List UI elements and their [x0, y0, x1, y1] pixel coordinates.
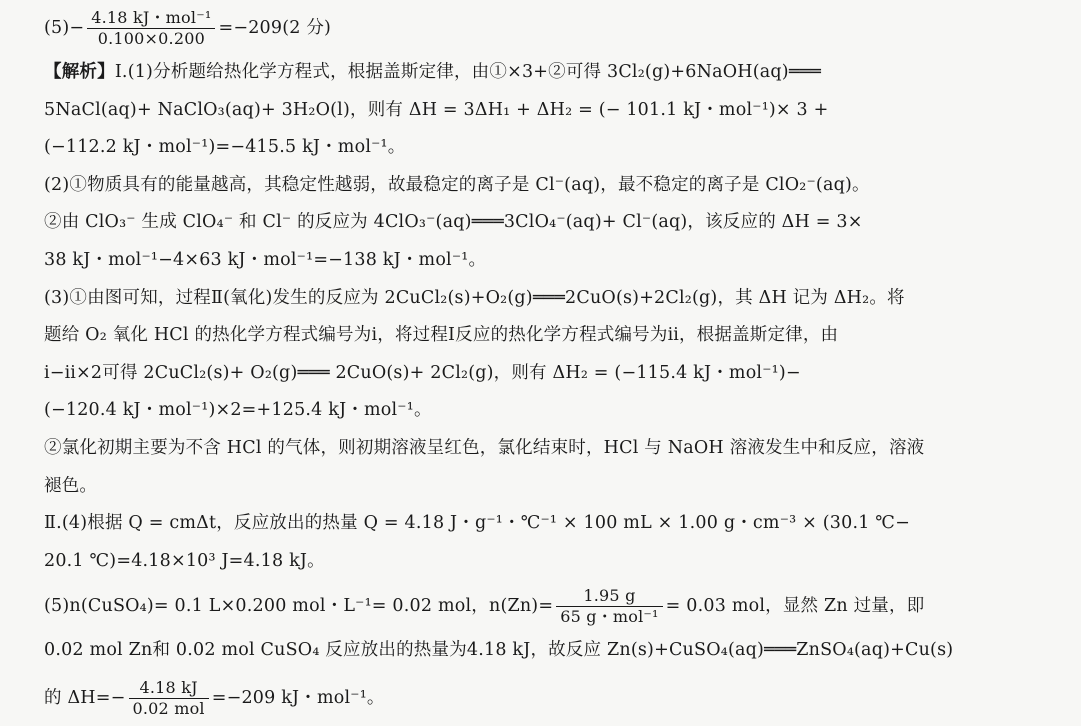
text-segment: 的 ΔH=− [44, 687, 126, 708]
line-paragraph: ②氯化初期主要为不含 HCl 的气体，则初期溶液呈红色，氯化结束时，HCl 与 NaOH 溶液发生中和反应，溶液 [44, 437, 925, 458]
line-paragraph: 38 kJ・mol⁻¹−4×63 kJ・mol⁻¹=−138 kJ・mol⁻¹。 [44, 249, 487, 270]
fraction [556, 587, 662, 627]
line-paragraph: (2)①物质具有的能量越高，其稳定性越弱，故最稳定的离子是 Cl⁻(aq)，最不稳定的离子是 ClO₂⁻(aq)。 [44, 174, 870, 195]
fraction [87, 9, 215, 49]
text-segment: (5)− [44, 18, 85, 38]
line-paragraph: ⅰ−ⅱ×2可得 2CuCl₂(s)+ O₂(g)═══ 2CuO(s)+ 2Cl₂(g)，则有 ΔH₂ = (−115.4 kJ・mol⁻¹)− [44, 362, 801, 383]
fraction [129, 679, 209, 719]
fraction-denominator: 0.02 mol [132, 698, 205, 718]
line-paragraph: (−112.2 kJ・mol⁻¹)=−415.5 kJ・mol⁻¹。 [44, 137, 406, 158]
line-paragraph: 5NaCl(aq)+ NaClO₃(aq)+ 3H₂O(l)，则有 ΔH = 3ΔH₁ + ΔH₂ = (− 101.1 kJ・mol⁻¹)× 3 + [44, 99, 829, 120]
fraction-numerator: 4.18 kJ・mol⁻¹ [87, 9, 215, 29]
line-paragraph: ②由 ClO₃⁻ 生成 ClO₄⁻ 和 Cl⁻ 的反应为 4ClO₃⁻(aq)═══3ClO₄⁻(aq)+ Cl⁻(aq)，该反应的 ΔH = 3× [44, 212, 863, 233]
line-paragraph: 0.02 mol Zn和 0.02 mol CuSO₄ 反应放出的热量为4.18 kJ，故反应 Zn(s)+CuSO₄(aq)═══ZnSO₄(aq)+Cu(s) [44, 640, 954, 661]
line-paragraph: (3)①由图可知，过程Ⅱ(氧化)发生的反应为 2CuCl₂(s)+O₂(g)═══2CuO(s)+2Cl₂(g)，其 ΔH 记为 ΔH₂。将 [44, 287, 905, 308]
fraction-denominator: 65 g・mol⁻¹ [560, 607, 659, 627]
line-answer-5 [44, 2, 1051, 54]
line-paragraph: Ⅱ.(4)根据 Q = cmΔt，反应放出的热量 Q = 4.18 J・g⁻¹・℃⁻¹ × 100 mL × 1.00 g・cm⁻³ × (30.1 ℃− [44, 513, 910, 534]
line-paragraph: (−120.4 kJ・mol⁻¹)×2=+125.4 kJ・mol⁻¹。 [44, 400, 432, 421]
analysis-label: 【解析】 [44, 62, 115, 82]
text-segment: =−209 kJ・mol⁻¹。 [211, 687, 385, 708]
line-delta-h [44, 670, 1051, 726]
text-segment: Ⅰ.(1)分析题给热化学方程式，根据盖斯定律，由①×3+②可得 3Cl₂(g)+6NaOH(aq)═══ [114, 62, 822, 82]
text-segment: =−209(2 分) [218, 18, 332, 38]
line-analysis-heading [44, 54, 1051, 92]
fraction-numerator: 4.18 kJ [129, 679, 209, 699]
fraction-denominator: 0.100×0.200 [97, 29, 205, 48]
line-paragraph: 褪色。 [44, 475, 98, 496]
line-paragraph: 题给 O₂ 氧化 HCl 的热化学方程式编号为ⅰ，将过程Ⅰ反应的热化学方程式编号为ⅱ，根据盖斯定律，由 [44, 325, 839, 346]
text-segment: = 0.03 mol，显然 Zn 过量，即 [665, 596, 925, 617]
text-segment: (5)n(CuSO₄)= 0.1 L×0.200 mol・L⁻¹= 0.02 mol，n(Zn)= [44, 596, 554, 617]
line-calc-zn [44, 580, 1051, 632]
line-paragraph: 20.1 ℃)=4.18×10³ J=4.18 kJ。 [44, 550, 325, 571]
fraction-numerator: 1.95 g [556, 587, 662, 607]
